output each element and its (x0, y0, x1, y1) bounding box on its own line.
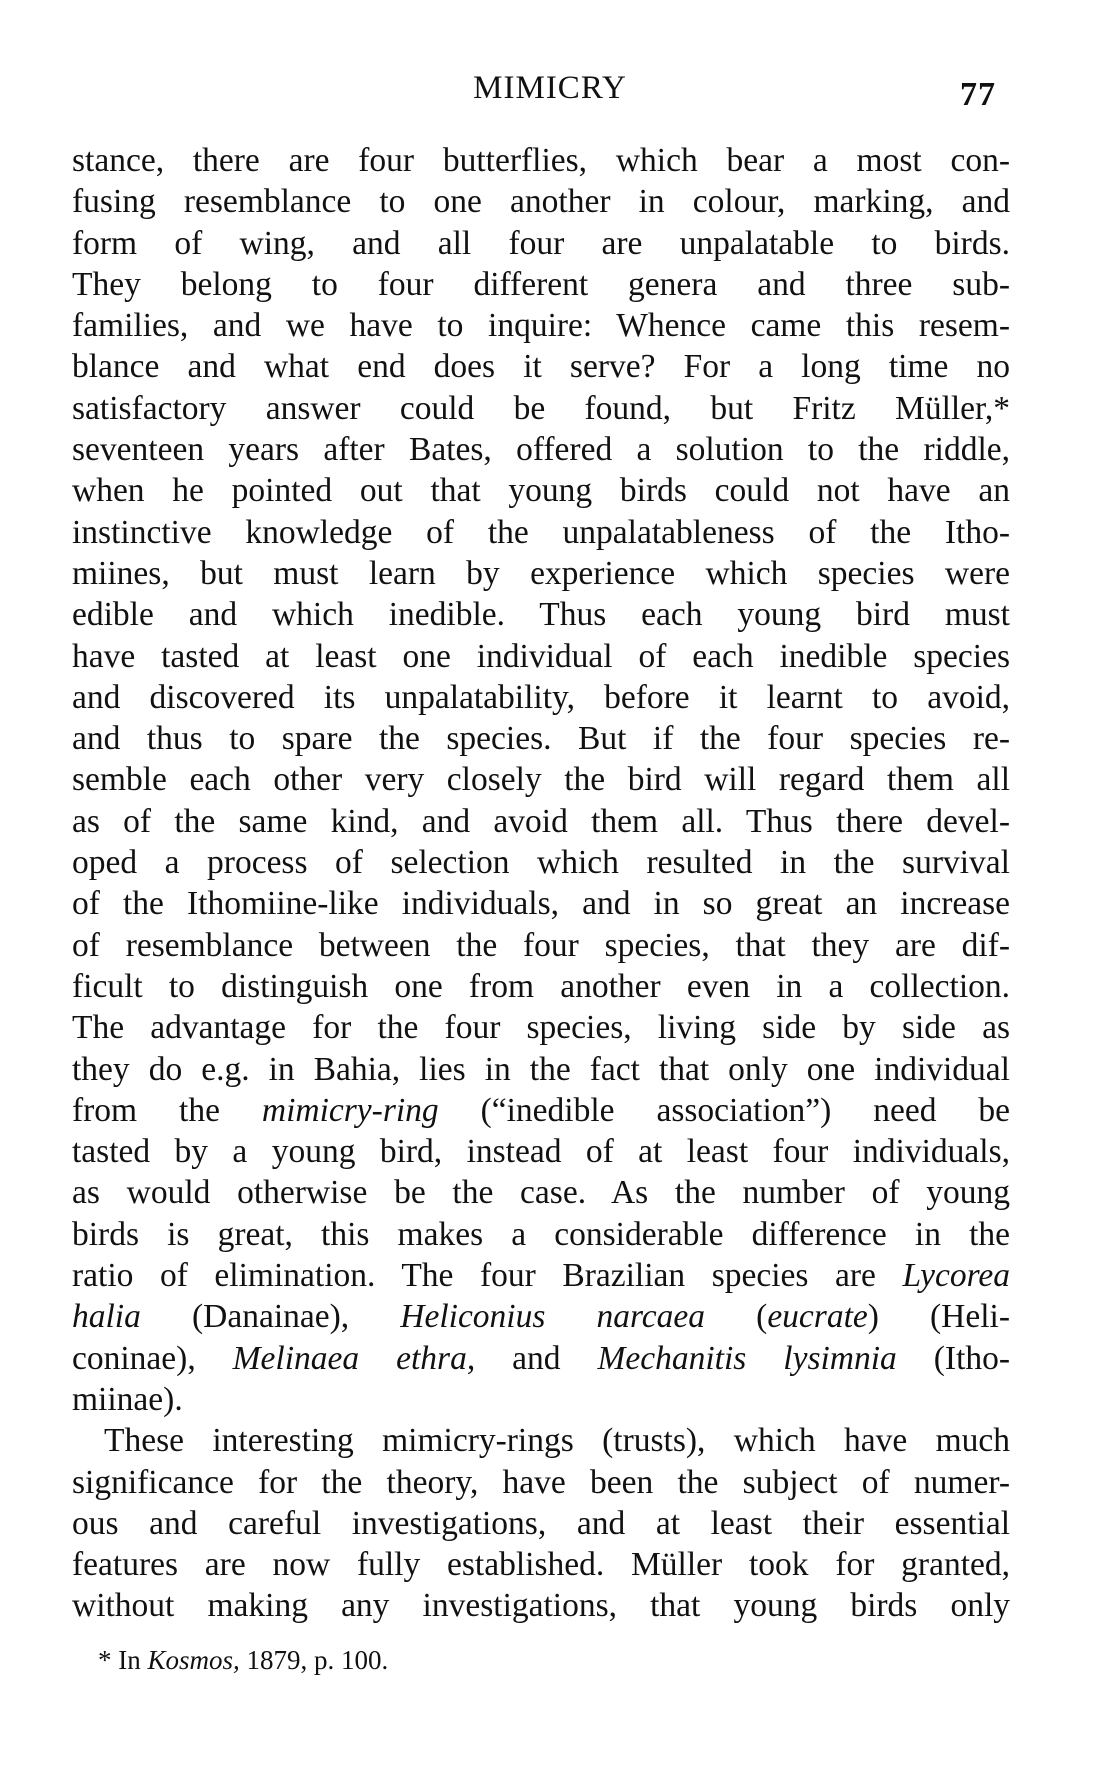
page-number: 77 (960, 76, 996, 113)
text-line: miinae). (72, 1380, 183, 1418)
text-line: without making any investigations, that young birds only (72, 1587, 1010, 1625)
paragraph-2 (72, 1420, 1010, 1626)
text-run: ratio of elimination. The four Brazilian species are (72, 1257, 876, 1295)
species-name: Lycorea (902, 1257, 1010, 1295)
species-name: Melinaea ethra, (232, 1339, 476, 1377)
species-name: Heliconius narcaea (400, 1298, 706, 1336)
footnote-source: Kosmos, (147, 1645, 240, 1675)
text-line: tasted by a young bird, instead of at least four individuals, (72, 1133, 1010, 1171)
text-line (72, 1338, 1010, 1379)
chapter-title: MIMICRY (473, 70, 627, 106)
text-line: and discovered its unpalatability, before it learnt to avoid, (72, 678, 1010, 716)
text-line: oped a process of selection which resulted in the survival (72, 844, 1010, 882)
text-line: edible and which inedible. Thus each young bird must (72, 596, 1010, 634)
text-line: and thus to spare the species. But if the four species re- (72, 720, 1010, 758)
text-line: significance for the theory, have been the subject of numer- (72, 1463, 1010, 1501)
footnote (98, 1645, 388, 1676)
text-run: ) (Heli- (867, 1298, 1011, 1336)
text-line: semble each other very closely the bird will regard them all (72, 761, 1010, 799)
footnote-citation: 1879, p. 100. (246, 1645, 389, 1675)
text-line (72, 1255, 1010, 1296)
text-line: as would otherwise be the case. As the number of young (72, 1174, 1010, 1212)
text-run: (“inedible association”) need be (480, 1091, 1011, 1129)
text-run (756, 1298, 1010, 1335)
text-line: miines, but must learn by experience which species were (72, 554, 1010, 592)
text-line: satisfactory answer could be found, but Fritz Müller,* (72, 389, 1010, 427)
text-line: They belong to four different genera and three sub- (72, 265, 1010, 303)
text-line (72, 1090, 1010, 1131)
text-line: stance, there are four butterflies, which bear a most con- (72, 142, 1010, 179)
text-line: ous and careful investigations, and at least their essential (72, 1504, 1010, 1542)
paragraph-1 (72, 140, 1010, 1420)
text-line: as of the same kind, and avoid them all. Thus there devel- (72, 802, 1010, 840)
text-line: instinctive knowledge of the unpalatableness of the Itho- (72, 513, 1010, 551)
species-name: halia (72, 1298, 141, 1336)
species-name: Mechanitis lysimnia (597, 1339, 897, 1377)
text-line: birds is great, this makes a considerable difference in the (72, 1215, 1010, 1253)
footnote-mark: * (98, 1645, 112, 1675)
term-mimicry-ring: mimicry-ring (261, 1091, 439, 1129)
text-run: coninae), (72, 1339, 196, 1377)
text-line: fusing resemblance to one another in colour, marking, and (72, 183, 1010, 221)
text-run: (Itho- (933, 1339, 1011, 1377)
text-line: form of wing, and all four are unpalatable to birds. (72, 224, 1010, 262)
text-line: features are now fully established. Müller took for granted, (72, 1546, 1010, 1584)
text-line: These interesting mimicry-rings (trusts), which have much (104, 1422, 1010, 1460)
text-line: of resemblance between the four species, that they are dif- (72, 926, 1010, 964)
species-name: eucrate (767, 1298, 868, 1336)
text-line: have tasted at least one individual of each inedible species (72, 637, 1010, 675)
text-line: ficult to distinguish one from another even in a collection. (72, 967, 1010, 1005)
text-run: and (512, 1339, 561, 1377)
body-text (72, 140, 1010, 1627)
text-line: The advantage for the four species, living side by side as (72, 1009, 1010, 1047)
text-line: blance and what end does it serve? For a long time no (72, 348, 1010, 386)
text-line: they do e.g. in Bahia, lies in the fact that only one individual (72, 1050, 1010, 1088)
paren-open: ( (756, 1298, 768, 1336)
text-line: seventeen years after Bates, offered a solution to the riddle, (72, 431, 1010, 469)
text-line: of the Ithomiine-like individuals, and in so great an increase (72, 885, 1010, 923)
text-run: from the (72, 1091, 220, 1129)
footnote-prefix: In (118, 1645, 141, 1675)
text-run: (Danainae), (191, 1298, 350, 1336)
running-head (0, 70, 1100, 113)
text-line: when he pointed out that young birds could not have an (72, 472, 1010, 510)
text-line (72, 1296, 1010, 1337)
text-line: families, and we have to inquire: Whence came this resem- (72, 307, 1010, 345)
